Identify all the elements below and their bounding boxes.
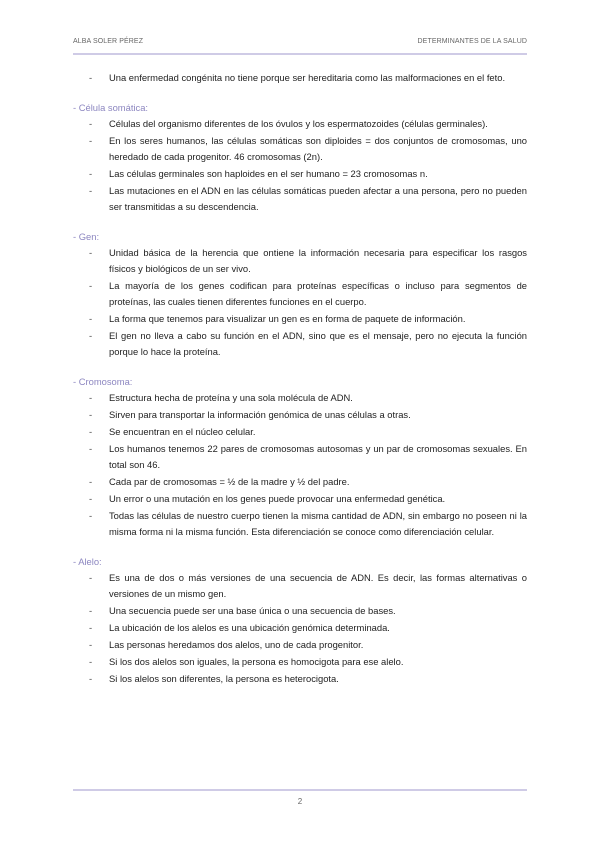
list-item-text: Todas las células de nuestro cuerpo tienen la misma cantidad de ADN, sin embargo no poseen ni la misma forma ni la misma función. Esta diferenciación se conoce como diferenciación celular. — [109, 510, 527, 537]
list-item-text: Los humanos tenemos 22 pares de cromosomas autosomas y un par de cromosomas sexuales. En total son 46. — [109, 443, 527, 470]
bullet-dash: - — [89, 493, 93, 504]
list-item — [73, 474, 527, 490]
list-item-text: Las células germinales son haploides en el ser humano = 23 cromosomas n. — [109, 168, 428, 179]
bullet-dash: - — [89, 392, 93, 403]
list-item-text: Células del organismo diferentes de los óvulos y los espermatozoides (células germinales). — [109, 118, 488, 129]
bullet-dash: - — [89, 330, 93, 341]
list-item-text: Sirven para transportar la información genómica de unas células a otras. — [109, 409, 411, 420]
list-item — [73, 390, 527, 406]
section-celula-somatica — [73, 100, 527, 215]
bullet-dash: - — [89, 443, 93, 454]
intro-list — [73, 70, 527, 86]
header-author: ALBA SOLER PÉREZ — [73, 38, 144, 45]
list-item-text: En los seres humanos, las células somáticas son diploides = dos conjuntos de cromosomas, uno heredado de cada progenitor. 46 cromosomas (2n). — [109, 135, 527, 162]
section-alelo — [73, 554, 527, 687]
list-item — [73, 424, 527, 440]
bullet-dash: - — [89, 247, 93, 258]
list-item-text: Unidad básica de la herencia que ontiene la información necesaria para especificar los rasgos físicos y biológicos de un ser vivo. — [109, 247, 527, 274]
section-title: - Gen: — [73, 231, 100, 242]
footer-divider — [73, 789, 527, 791]
list-item — [73, 654, 527, 670]
section-title: - Cromosoma: — [73, 376, 133, 387]
bullet-dash: - — [89, 135, 93, 146]
bullet-dash: - — [89, 426, 93, 437]
header-divider — [73, 53, 527, 55]
bullet-dash: - — [89, 280, 93, 291]
page-header — [73, 38, 527, 52]
list-item — [73, 116, 527, 132]
list-item-text: Las mutaciones en el ADN en las células somáticas pueden afectar a una persona, pero no pueden ser transmitidas a su descendencia. — [109, 185, 527, 212]
section-title: - Célula somática: — [73, 102, 149, 113]
list-item — [73, 328, 527, 360]
list-item-text: Si los alelos son diferentes, la persona es heterocigota. — [109, 673, 339, 684]
list-item-text: Cada par de cromosomas = ½ de la madre y ½ del padre. — [109, 476, 350, 487]
bullet-dash: - — [89, 605, 93, 616]
bullet-dash: - — [89, 476, 93, 487]
list-item-text: Una enfermedad congénita no tiene porque ser hereditaria como las malformaciones en el feto. — [109, 72, 506, 83]
section-list — [73, 390, 527, 540]
list-item-text: Estructura hecha de proteína y una sola molécula de ADN. — [109, 392, 353, 403]
list-item — [73, 166, 527, 182]
list-item-text: Las personas heredamos dos alelos, uno de cada progenitor. — [109, 639, 364, 650]
section-list — [73, 245, 527, 360]
page-content — [73, 70, 527, 688]
header-subject: DETERMINANTES DE LA SALUD — [417, 38, 527, 45]
list-item — [73, 70, 527, 86]
bullet-dash: - — [89, 313, 93, 324]
list-item-text: Es una de dos o más versiones de una secuencia de ADN. Es decir, las formas alternativas o versiones de un mismo gen. — [109, 572, 527, 599]
list-item-text: La mayoría de los genes codifican para proteínas específicas o incluso para segmentos de proteínas, las cuales tienen diferentes funciones en el cuerpo. — [109, 280, 527, 307]
bullet-dash: - — [89, 409, 93, 420]
list-item — [73, 245, 527, 277]
list-item — [73, 508, 527, 540]
list-item-text: Si los dos alelos son iguales, la persona es homocigota para ese alelo. — [109, 656, 404, 667]
bullet-dash: - — [89, 72, 93, 83]
list-item — [73, 278, 527, 310]
section-cromosoma — [73, 374, 527, 540]
list-item-text: El gen no lleva a cabo su función en el ADN, sino que es el mensaje, pero no ejecuta la función porque lo hace la proteína. — [109, 330, 527, 357]
bullet-dash: - — [89, 656, 93, 667]
bullet-dash: - — [89, 185, 93, 196]
page-number: 2 — [297, 797, 303, 806]
bullet-dash: - — [89, 673, 93, 684]
bullet-dash: - — [89, 622, 93, 633]
list-item-text: La forma que tenemos para visualizar un gen es en forma de paquete de información. — [109, 313, 466, 324]
list-item — [73, 620, 527, 636]
list-item — [73, 637, 527, 653]
section-list — [73, 116, 527, 215]
bullet-dash: - — [89, 572, 93, 583]
list-item — [73, 671, 527, 687]
list-item — [73, 183, 527, 215]
list-item — [73, 603, 527, 619]
list-item — [73, 441, 527, 473]
list-item — [73, 311, 527, 327]
list-item — [73, 491, 527, 507]
section-list — [73, 570, 527, 687]
bullet-dash: - — [89, 118, 93, 129]
list-item — [73, 570, 527, 602]
list-item-text: Se encuentran en el núcleo celular. — [109, 426, 256, 437]
list-item-text: Una secuencia puede ser una base única o una secuencia de bases. — [109, 605, 396, 616]
section-gen — [73, 229, 527, 360]
bullet-dash: - — [89, 510, 93, 521]
list-item — [73, 407, 527, 423]
bullet-dash: - — [89, 639, 93, 650]
bullet-dash: - — [89, 168, 93, 179]
list-item-text: La ubicación de los alelos es una ubicación genómica determinada. — [109, 622, 390, 633]
section-title: - Alelo: — [73, 556, 102, 567]
list-item — [73, 133, 527, 165]
list-item-text: Un error o una mutación en los genes puede provocar una enfermedad genética. — [109, 493, 446, 504]
